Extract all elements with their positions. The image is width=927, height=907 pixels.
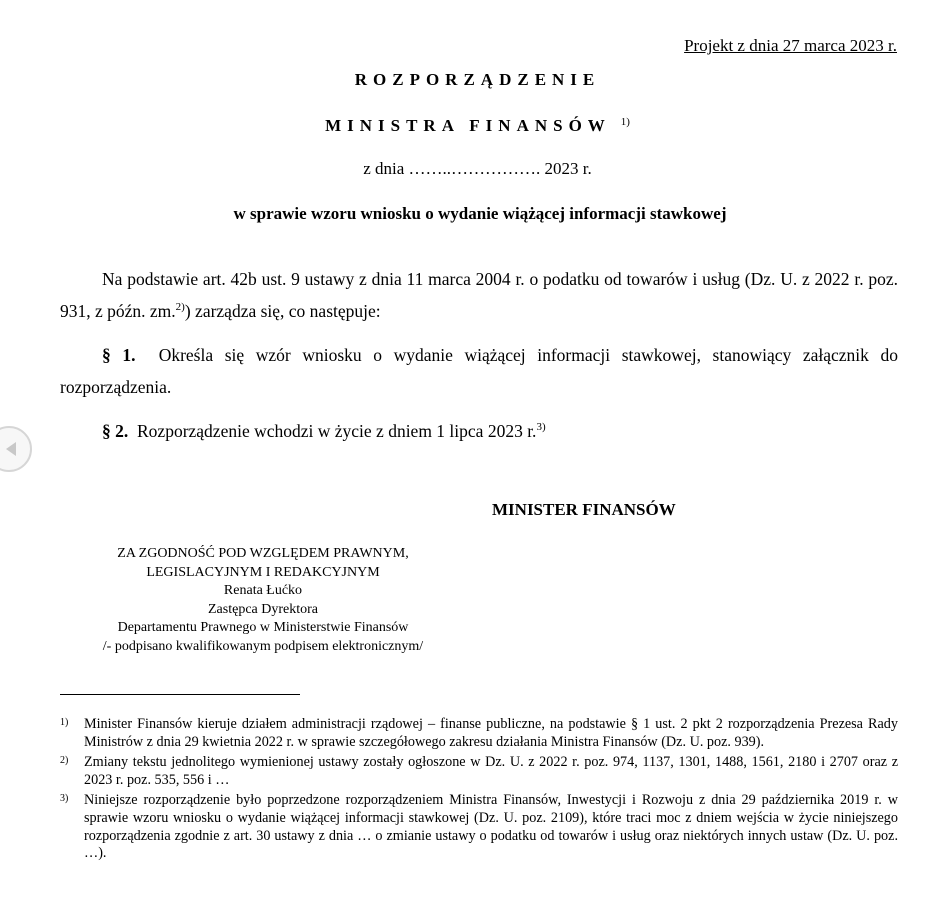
regulation-title: ROZPORZĄDZENIE <box>354 70 601 89</box>
section-2-text: Rozporządzenie wchodzi w życie z dniem 1 lipca 2023 r. <box>137 421 537 441</box>
issuer-title <box>0 116 927 136</box>
issuer-name: MINISTRA FINANSÓW <box>325 116 611 135</box>
footnote-text: Zmiany tekstu jednolitego wymienionej ustawy zostały ogłoszone w Dz. U. z 2022 r. poz. 974, 1137, 1301, 1488, 1561, 2180 i 2707 oraz z 2023 r. poz. 535, 556 i … <box>84 754 898 788</box>
section-2 <box>60 415 898 447</box>
regulation-subject: w sprawie wzoru wniosku o wydanie wiążącej informacji stawkowej <box>233 204 727 223</box>
section-1 <box>60 339 898 403</box>
footnote-divider <box>60 694 300 695</box>
footnote-2 <box>60 754 898 789</box>
footnote-mark: 1) <box>60 717 69 728</box>
signatory-name: Renata Łućko <box>223 583 303 598</box>
footnote-text: Minister Finansów kieruje działem administracji rządowej – finanse publiczne, na podstawie § 1 ust. 2 pkt 2 rozporządzenia Prezesa Rady Ministrów z dnia 29 kwietnia 2022 r. w sprawie szczegółowego zakresu działania Ministra Finansów (Dz. U. poz. 939). <box>84 716 898 750</box>
legal-basis-text: Na podstawie art. 42b ust. 9 ustawy z dnia 11 marca 2004 r. o podatku od towarów i usług (Dz. U. z 2022 r. poz. 931, z późn. zm. <box>60 269 898 321</box>
footnotes <box>60 716 898 866</box>
section-1-number: § 1. <box>102 345 136 365</box>
footnote-3 <box>60 792 898 862</box>
footnote-ref: 2) <box>175 301 185 313</box>
legal-basis-tail: ) zarządza się, co następuje: <box>184 301 381 321</box>
footnote-ref: 3) <box>536 421 546 433</box>
minister-signature-title: MINISTER FINANSÓW <box>492 500 676 519</box>
footnote-mark: 3) <box>60 793 69 805</box>
conformity-stamp <box>56 545 470 656</box>
legal-basis-paragraph <box>60 263 898 327</box>
signature-note: /- podpisano kwalifikowanym podpisem elektronicznym/ <box>102 638 424 654</box>
signatory-department: Departamentu Prawnego w Ministerstwie Finansów <box>117 620 409 635</box>
footnote-text: Niniejsze rozporządzenie było poprzedzone rozporządzeniem Ministra Finansów, Inwestycji i Rozwoju z dnia 29 października 2019 r. w sprawie wzoru wniosku o wydanie wiążącej informacji stawkowej (Dz. U. poz. 2109), które traci moc z dniem wejścia w życie niniejszego rozporządzenia zgodnie z art. 30 ustawy z dnia … o zmianie ustawy o podatku od towarów i usług oraz niektórych innych ustaw (Dz. U. poz. …). <box>84 792 898 862</box>
section-2-number: § 2. <box>102 421 129 441</box>
signatory-position: Zastępca Dyrektora <box>208 601 318 617</box>
project-date: Projekt z dnia 27 marca 2023 r. <box>684 36 897 55</box>
conformity-line: LEGISLACYJNYM I REDAKCYJNYM <box>146 564 380 580</box>
footnote-mark: 2) <box>60 755 69 767</box>
date-line: z dnia ……..……………. 2023 r. <box>363 159 592 178</box>
footnote-1 <box>60 716 898 751</box>
section-1-text: Określa się wzór wniosku o wydanie wiążącej informacji stawkowej, stanowiący załącznik do rozporządzenia. <box>60 345 899 397</box>
footnote-ref: 1) <box>620 116 630 128</box>
conformity-line: ZA ZGODNOŚĆ POD WZGLĘDEM PRAWNYM, <box>117 546 409 561</box>
previous-page-arrow-icon <box>5 441 17 457</box>
previous-page-button[interactable] <box>0 426 32 472</box>
